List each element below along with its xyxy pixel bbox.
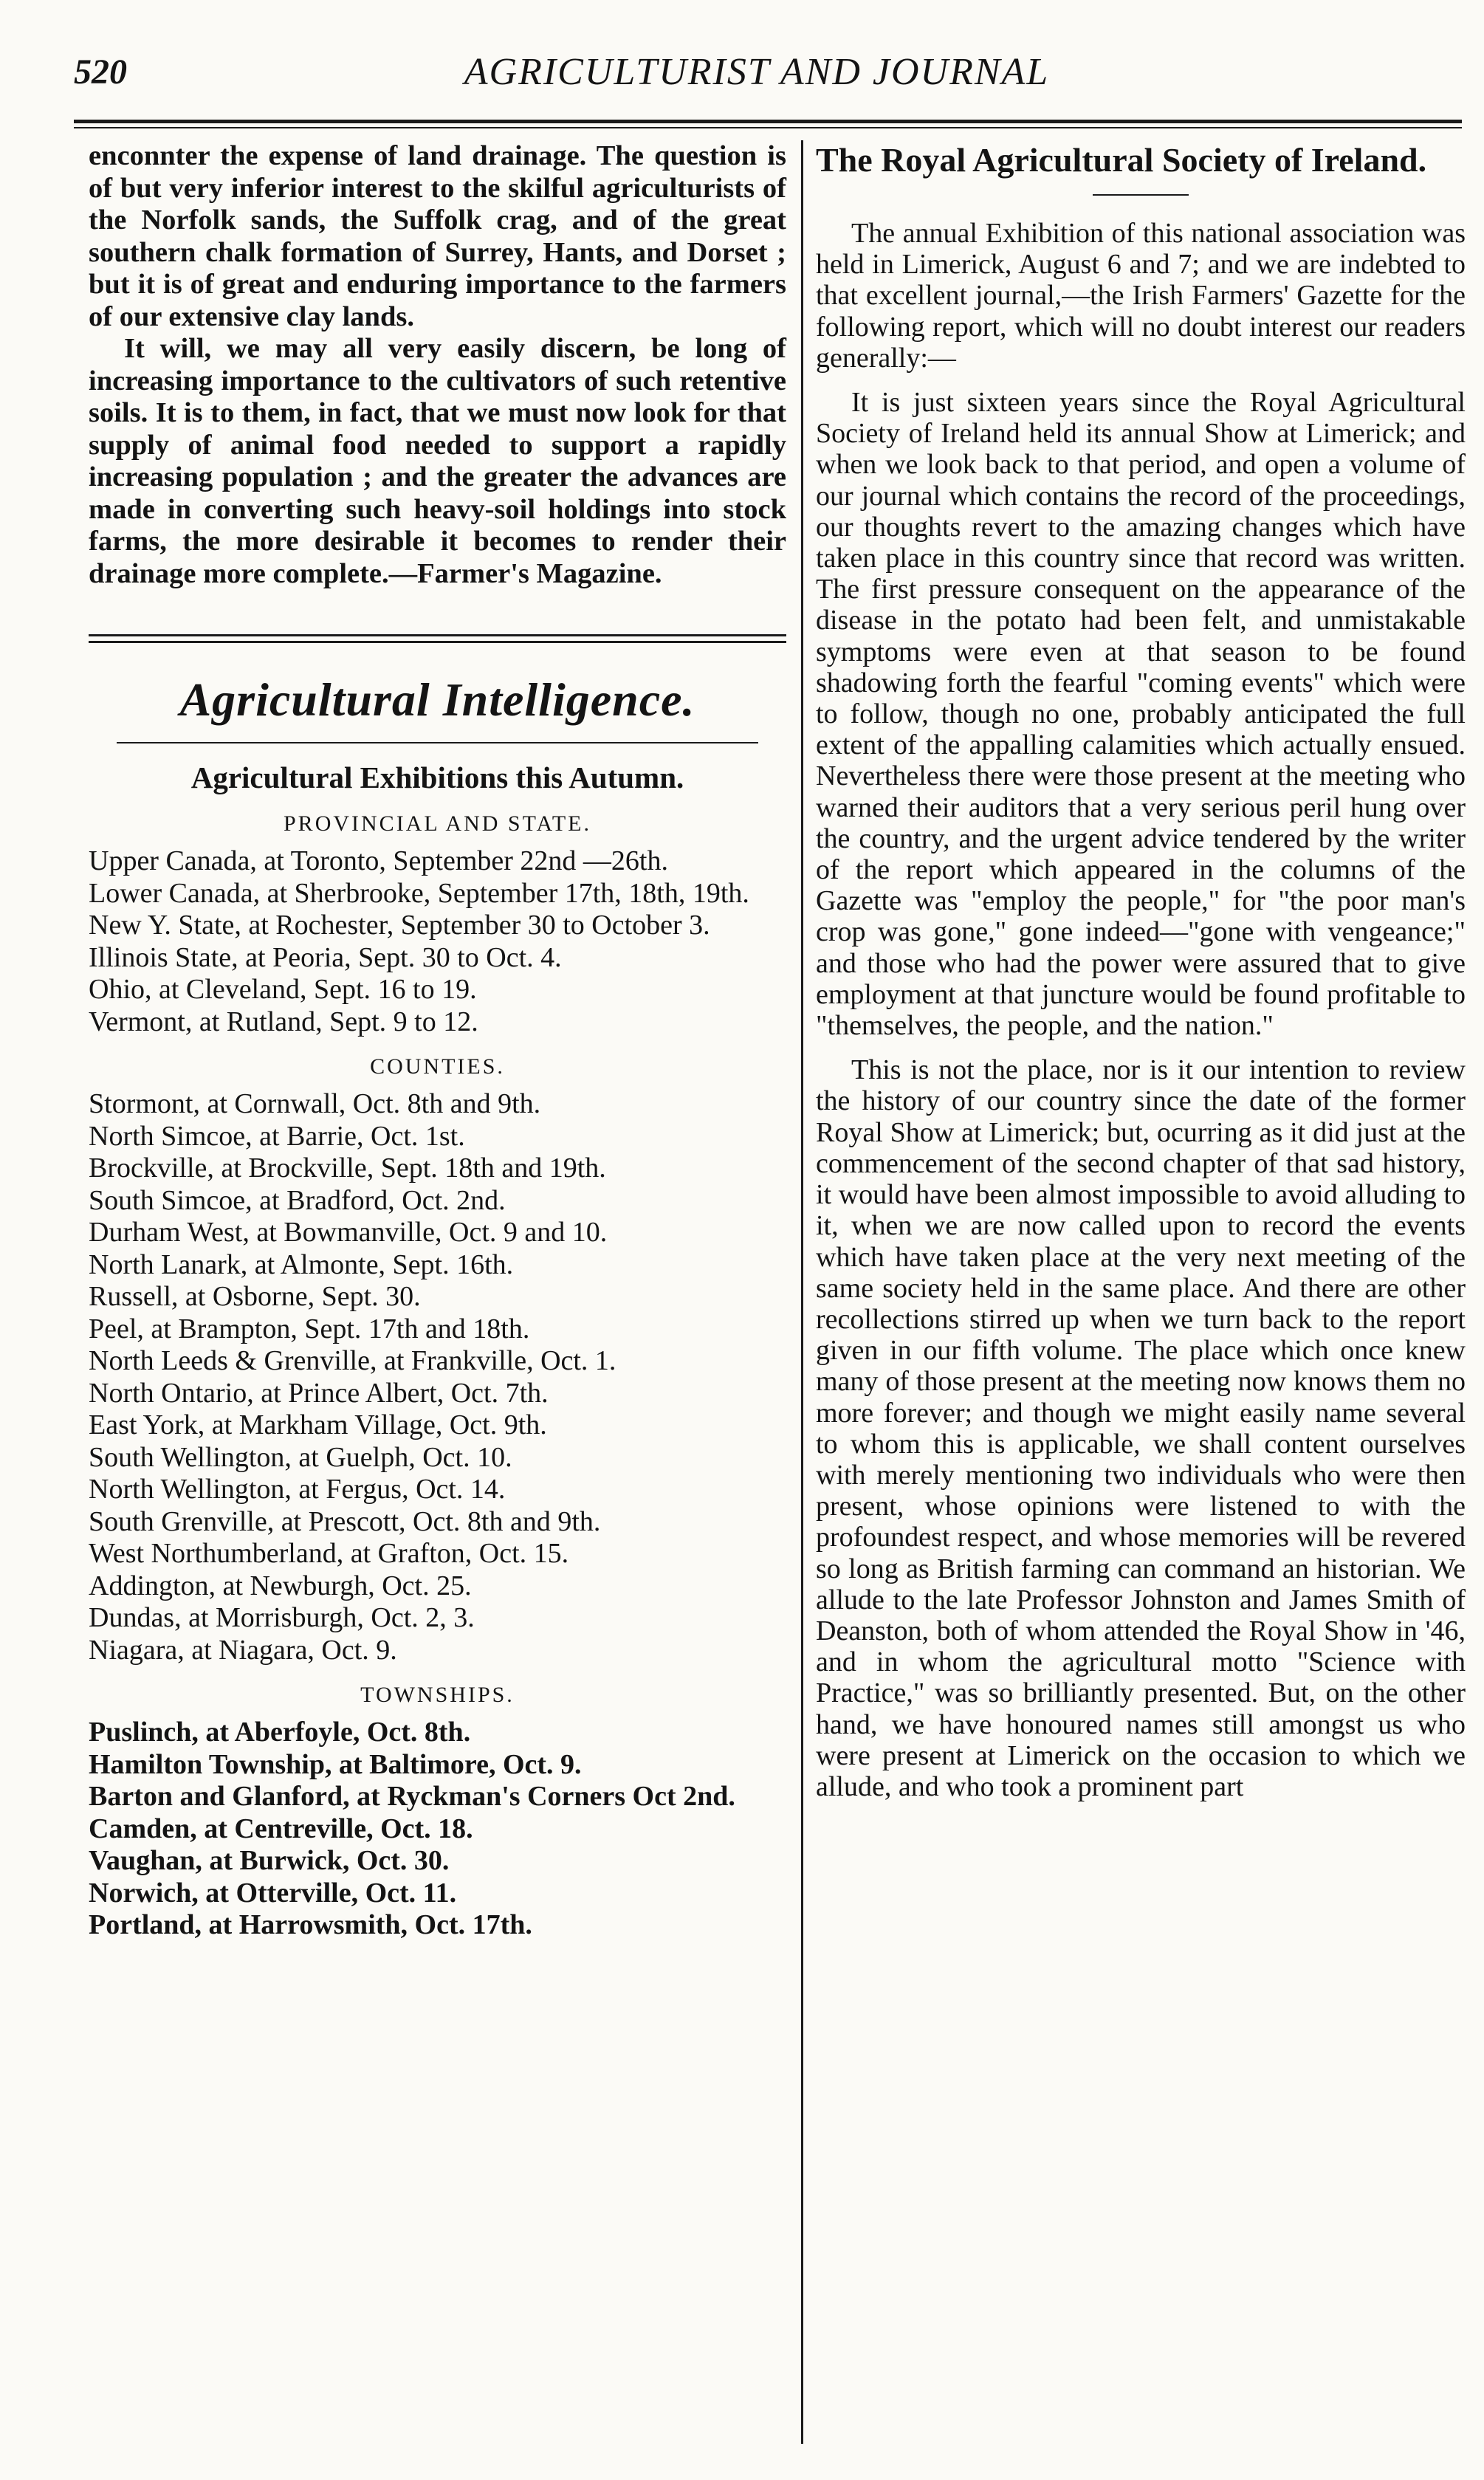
list-item: Vermont, at Rutland, Sept. 9 to 12. xyxy=(89,1006,478,1037)
list-item: Camden, at Centreville, Oct. 18. xyxy=(89,1813,473,1844)
counties-group xyxy=(89,1054,786,1666)
section-title-rule xyxy=(117,742,758,743)
townships-group xyxy=(89,1683,786,1942)
list-item: Hamilton Township, at Baltimore, Oct. 9. xyxy=(89,1748,582,1780)
list-item: Vaughan, at Burwick, Oct. 30. xyxy=(89,1845,450,1876)
intro-paragraph: It will, we may all very easily discern, be long of increasing importance to the cultivators of such retentive soils. It is to them, in fact, that we must now look for that supply of animal food needed to support a rapidly increasing population ; and the greater the advances are made in converting such heavy-soil holdings into stock farms, the more desirable it becomes to render their drainage more complete.—Farmer's Magazine. xyxy=(89,333,786,589)
list-item: Dundas, at Morrisburgh, Oct. 2, 3. xyxy=(89,1602,475,1633)
article-body xyxy=(816,218,1466,1802)
page-number: 520 xyxy=(74,52,127,92)
list-item: North Simcoe, at Barrie, Oct. 1st. xyxy=(89,1120,465,1152)
article-title: The Royal Agricultural Society of Ireland. xyxy=(816,141,1427,179)
group-label: COUNTIES. xyxy=(370,1054,505,1079)
list-item: Illinois State, at Peoria, Sept. 30 to Oct. 4. xyxy=(89,941,562,973)
title-rule xyxy=(1093,194,1189,196)
list-item: Lower Canada, at Sherbrooke, September 17th, 18th, 19th. xyxy=(89,877,749,909)
list-item: Upper Canada, at Toronto, September 22nd —26th. xyxy=(89,845,668,876)
left-column xyxy=(89,140,786,1942)
page-header xyxy=(74,44,1440,111)
intro-paragraph: enconnter the expense of land drainage. The question is of but very inferior interest to the skilful agriculturists of the Norfolk sands, the Suffolk crag, and of the great southern chalk formation of Surrey, Hants, and Dorset ; but it is of great and enduring importance to the farmers of our extensive clay lands. xyxy=(89,140,786,332)
right-column xyxy=(816,140,1466,1816)
running-title: AGRICULTURIST AND JOURNAL xyxy=(464,51,1050,93)
list-item: North Wellington, at Fergus, Oct. 14. xyxy=(89,1474,506,1505)
list-item: Niagara, at Niagara, Oct. 9. xyxy=(89,1634,397,1666)
list-item: Peel, at Brampton, Sept. 17th and 18th. xyxy=(89,1313,530,1344)
intro-text xyxy=(89,140,786,590)
list-item: Portland, at Harrowsmith, Oct. 17th. xyxy=(89,1909,532,1940)
article-paragraph: It is just sixteen years since the Royal Agricultural Society of Ireland held its annual Show at Limerick; and when we look back to that period, and open a volume of our journal which contains the record of the proceedings, our thoughts revert to the amazing changes which have taken place in this country since that record was written. The first pressure consequent on the appearance of the disease in the potato had been felt, and unmistakable symptoms were even at that season to be found shadowing forth the fearful "coming events" which were to follow, though no one, probably anticipated the full extent of the appalling calamities which actually ensued. Nevertheless there were those present at the meeting who warned their auditors that a very serious peril hung over the country, and the urgent advice tendered by the writer of the report which appeared in the columns of the Gazette was "employ the people," for "the poor man's crop was gone," gone indeed—"gone with vengeance;" and those who had the power were assured that to give employment at that juncture would be found profitable to "themselves, the people, and the nation." xyxy=(816,387,1466,1042)
group-label: TOWNSHIPS. xyxy=(360,1683,515,1707)
list-item: Addington, at Newburgh, Oct. 25. xyxy=(89,1570,472,1601)
list-item: Brockville, at Brockville, Sept. 18th and 19th. xyxy=(89,1153,606,1184)
header-rule-thin xyxy=(74,127,1462,128)
list-item: North Lanark, at Almonte, Sept. 16th. xyxy=(89,1248,514,1280)
provincial-group xyxy=(89,811,786,1038)
list-item: North Leeds & Grenville, at Frankville, Oct. 1. xyxy=(89,1345,616,1376)
list-item: Puslinch, at Aberfoyle, Oct. 8th. xyxy=(89,1717,471,1748)
section-title: Agricultural Intelligence. xyxy=(179,673,695,726)
list-item: South Wellington, at Guelph, Oct. 10. xyxy=(89,1441,512,1473)
group-label: PROVINCIAL AND STATE. xyxy=(284,811,591,836)
list-item: South Simcoe, at Bradford, Oct. 2nd. xyxy=(89,1184,506,1216)
list-item: West Northumberland, at Grafton, Oct. 15. xyxy=(89,1538,569,1569)
article-paragraph: This is not the place, nor is it our intention to review the history of our country since the date of the former Royal Show at Limerick; but, ocurring as it did just at the commencement of the second chapter of that sad history, it would have been almost impossible to avoid alluding to it, when we are now called upon to record the events which have taken place at the very next meeting of the same society held in the same place. And there are other recollections stirred up when we turn back to the report given in our fifth volume. The place which once knew many of those present at the meeting now knows them no more forever; and though we might easily name several to whom this is applicable, we shall content ourselves with merely mentioning two individuals who were then present, whose opinions were listened to with the profoundest respect, and whose memories will be revered so long as British farming can command an historian. We allude to the late Professor Johnston and James Smith of Deanston, both of whom attended the Royal Show in '46, and in whom the agricultural motto "Science with Practice," was so brilliantly presented. But, on the other hand, we have honoured names still amongst us who were present at Limerick on the occasion to which we allude, and who took a prominent part xyxy=(816,1054,1466,1802)
header-rule xyxy=(74,120,1462,123)
list-item: South Grenville, at Prescott, Oct. 8th and 9th. xyxy=(89,1505,601,1537)
column-divider xyxy=(801,140,803,2444)
list-item: Norwich, at Otterville, Oct. 11. xyxy=(89,1877,457,1909)
list-item: East York, at Markham Village, Oct. 9th. xyxy=(89,1409,547,1440)
list-item: North Ontario, at Prince Albert, Oct. 7th. xyxy=(89,1377,549,1409)
list-item: Durham West, at Bowmanville, Oct. 9 and 10. xyxy=(89,1217,608,1248)
list-item: Stormont, at Cornwall, Oct. 8th and 9th. xyxy=(89,1088,541,1119)
list-item: New Y. State, at Rochester, September 30 to October 3. xyxy=(89,910,710,941)
section-divider xyxy=(89,634,786,643)
list-item: Russell, at Osborne, Sept. 30. xyxy=(89,1281,421,1312)
list-item: Ohio, at Cleveland, Sept. 16 to 19. xyxy=(89,974,477,1005)
list-item: Barton and Glanford, at Ryckman's Corners Oct 2nd. xyxy=(89,1781,735,1812)
article-paragraph: The annual Exhibition of this national association was held in Limerick, August 6 and 7; and we are indebted to that excellent journal,—the Irish Farmers' Gazette for the following report, which will no doubt interest our readers generally:— xyxy=(816,218,1466,374)
subsection-title: Agricultural Exhibitions this Autumn. xyxy=(190,760,684,794)
